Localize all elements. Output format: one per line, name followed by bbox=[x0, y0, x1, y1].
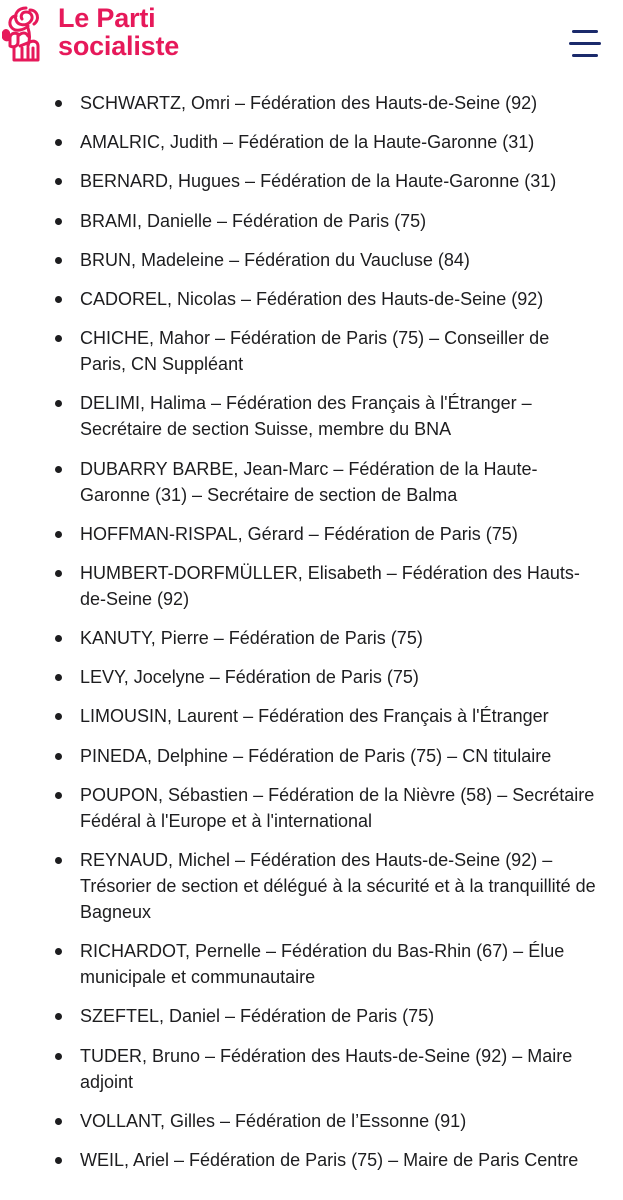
list-item: LIMOUSIN, Laurent – Fédération des Français à l'Étranger bbox=[0, 703, 623, 729]
list-item: AMALRIC, Judith – Fédération de la Haute-Garonne (31) bbox=[0, 129, 623, 155]
list-item: TUDER, Bruno – Fédération des Hauts-de-Seine (92) – Maire adjoint bbox=[0, 1043, 623, 1095]
list-item: LEVY, Jocelyne – Fédération de Paris (75) bbox=[0, 664, 623, 690]
menu-bar-middle bbox=[569, 42, 601, 45]
list-item: BERNARD, Hugues – Fédération de la Haute-Garonne (31) bbox=[0, 168, 623, 194]
brand-line-1: Le Parti bbox=[58, 3, 156, 33]
menu-bar-top bbox=[572, 30, 598, 33]
site-logo[interactable] bbox=[0, 0, 200, 70]
site-header bbox=[0, 0, 623, 82]
list-item: BRAMI, Danielle – Fédération de Paris (75) bbox=[0, 208, 623, 234]
list-item: DELIMI, Halima – Fédération des Français à l'Étranger – Secrétaire de section Suisse, membre du BNA bbox=[0, 390, 623, 442]
hamburger-menu-icon[interactable] bbox=[569, 30, 601, 58]
list-item: CADOREL, Nicolas – Fédération des Hauts-de-Seine (92) bbox=[0, 286, 623, 312]
list-item: HOFFMAN-RISPAL, Gérard – Fédération de Paris (75) bbox=[0, 521, 623, 547]
list-item: RICHARDOT, Pernelle – Fédération du Bas-Rhin (67) – Élue municipale et communautaire bbox=[0, 938, 623, 990]
list-item: KANUTY, Pierre – Fédération de Paris (75) bbox=[0, 625, 623, 651]
list-item: REYNAUD, Michel – Fédération des Hauts-de-Seine (92) – Trésorier de section et délégué à la sécurité et à la tranquillité de Bagneux bbox=[0, 847, 623, 925]
list-item: DUBARRY BARBE, Jean-Marc – Fédération de la Haute-Garonne (31) – Secrétaire de section de Balma bbox=[0, 456, 623, 508]
list-item: WEIL, Ariel – Fédération de Paris (75) – Maire de Paris Centre bbox=[0, 1147, 623, 1173]
brand-name bbox=[58, 4, 179, 60]
list-item: BRUN, Madeleine – Fédération du Vaucluse (84) bbox=[0, 247, 623, 273]
list-item: CHICHE, Mahor – Fédération de Paris (75) – Conseiller de Paris, CN Suppléant bbox=[0, 325, 623, 377]
list-item: SZEFTEL, Daniel – Fédération de Paris (75) bbox=[0, 1003, 623, 1029]
list-item: SCHWARTZ, Omri – Fédération des Hauts-de-Seine (92) bbox=[0, 90, 623, 116]
members-list bbox=[0, 90, 623, 1186]
menu-bar-bottom bbox=[572, 54, 598, 57]
rose-fist-icon bbox=[0, 2, 52, 64]
list-item: PINEDA, Delphine – Fédération de Paris (75) – CN titulaire bbox=[0, 743, 623, 769]
list-item: POUPON, Sébastien – Fédération de la Nièvre (58) – Secrétaire Fédéral à l'Europe et à l'international bbox=[0, 782, 623, 834]
brand-line-2: socialiste bbox=[58, 31, 180, 61]
list-item: HUMBERT-DORFMÜLLER, Elisabeth – Fédération des Hauts-de-Seine (92) bbox=[0, 560, 623, 612]
list-item: VOLLANT, Gilles – Fédération de l’Essonne (91) bbox=[0, 1108, 623, 1134]
